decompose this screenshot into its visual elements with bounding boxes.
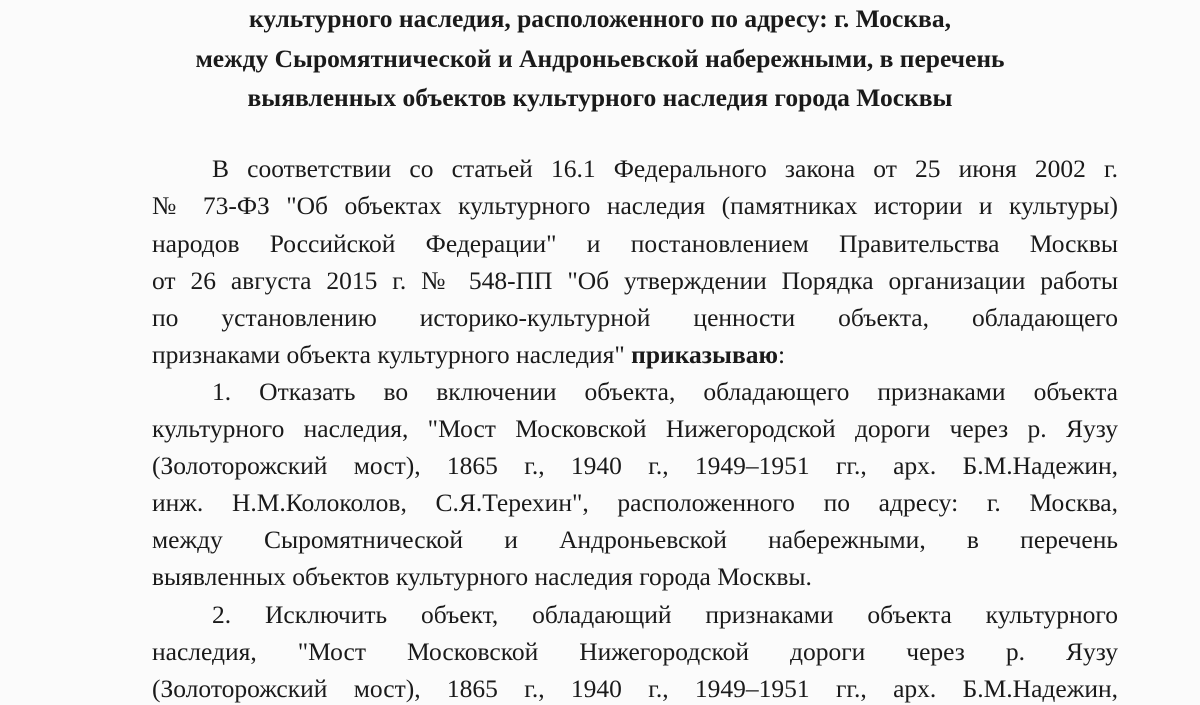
paragraph-line: между Сыромятнической и Андроньевской набережными, в перечень	[152, 525, 1118, 554]
paragraph-line: (Золоторожский мост), 1865 г., 1940 г., 1949–1951 гг., арх. Б.М.Надежин,	[152, 451, 1118, 480]
order-word: приказываю	[631, 340, 778, 369]
paragraph-line: народов Российской Федерации" и постановлением Правительства Москвы	[152, 229, 1118, 258]
paragraph-line: выявленных объектов культурного наследия города Москвы.	[152, 562, 812, 591]
paragraph-line: № 73-ФЗ "Об объектах культурного наследия (памятниках истории и культуры)	[152, 191, 1118, 220]
paragraph-text: признаками объекта культурного наследия"	[152, 340, 625, 369]
paragraph-line: культурного наследия, "Мост Московской Нижегородской дороги через р. Яузу	[152, 414, 1118, 443]
paragraph-line: 2. Исключить объект, обладающий признаками объекта культурного	[212, 600, 1118, 629]
title-line: между Сыромятнической и Андроньевской набережными, в перечень	[195, 44, 1005, 73]
paragraph-line: 1. Отказать во включении объекта, обладающего признаками объекта	[212, 377, 1118, 406]
paragraph-line: наследия, "Мост Московской Нижегородской дороги через р. Яузу	[152, 637, 1118, 666]
title-line: выявленных объектов культурного наследия города Москвы	[247, 83, 953, 112]
order-colon: :	[777, 340, 786, 369]
paragraph-line	[152, 339, 1118, 371]
paragraph-line: инж. Н.М.Колоколов, С.Я.Терехин", расположенного по адресу: г. Москва,	[152, 488, 1118, 517]
paragraph-line: В соответствии со статьей 16.1 Федерального закона от 25 июня 2002 г.	[212, 154, 1118, 183]
paragraph-line: от 26 августа 2015 г. № 548-ПП "Об утверждении Порядка организации работы	[152, 266, 1118, 295]
title-line: культурного наследия, расположенного по адресу: г. Москва,	[249, 4, 951, 33]
paragraph-line: (Золоторожский мост), 1865 г., 1940 г., 1949–1951 гг., арх. Б.М.Надежин,	[152, 674, 1118, 703]
paragraph-line: по установлению историко-культурной ценности объекта, обладающего	[152, 303, 1118, 332]
